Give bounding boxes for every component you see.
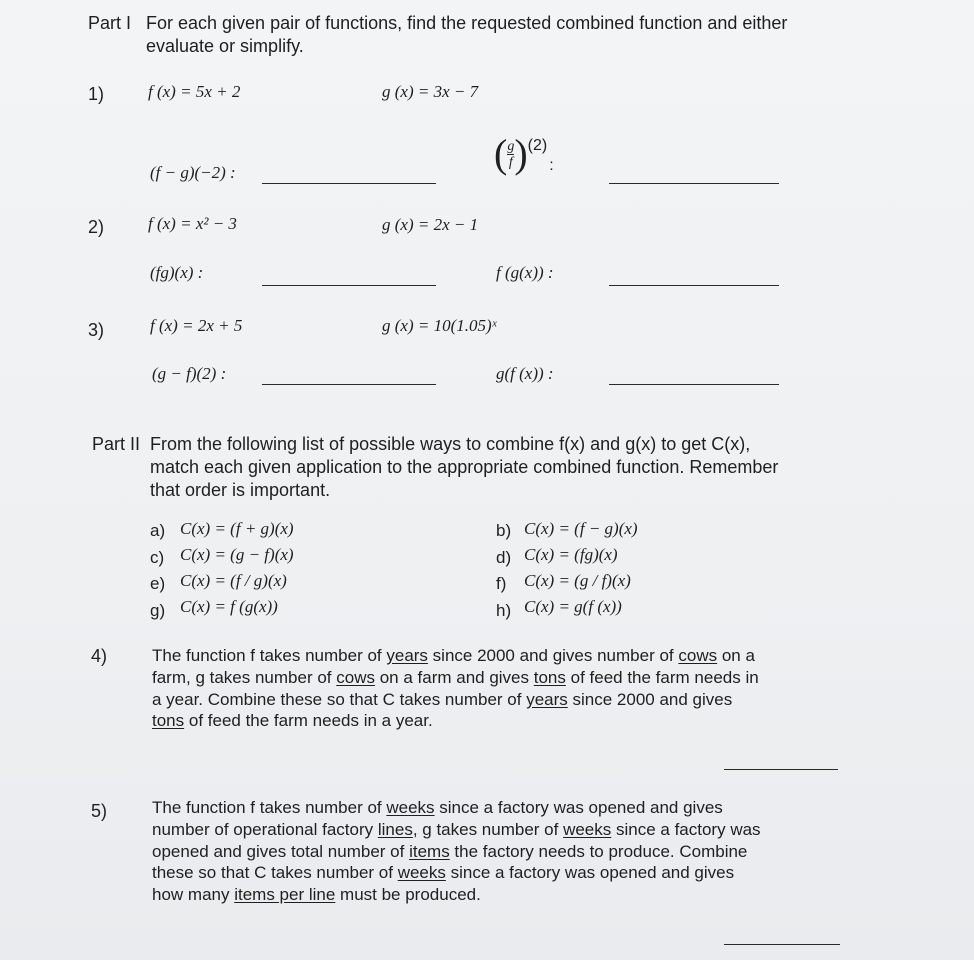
p5-answer-blank[interactable] [724,944,840,945]
option-f-expr: C(x) = (g / f)(x) [524,571,631,590]
p4-line-2: farm, g takes number of cows on a farm and gives tons of feed the farm needs in [152,667,759,687]
p1-question-2 [494,131,554,176]
p2-answer-blank-2[interactable] [609,285,779,286]
problem-number-3: 3) [88,320,105,340]
problem-number-1: 1) [88,84,105,104]
option-d-letter: d) [496,548,512,567]
option-b-letter: b) [496,521,512,540]
option-a-expr: C(x) = (f + g)(x) [180,519,294,538]
p4-line-4: tons of feed the farm needs in a year. [152,711,433,731]
p4-answer-blank[interactable] [724,769,838,770]
frac-denominator: f [508,154,513,170]
p1-g-definition: g (x) = 3x − 7 [382,82,479,101]
part1-instruction-line2: evaluate or simplify. [146,36,304,56]
problem-4-text [152,645,852,732]
underlined-years: years [526,689,568,709]
p2-question-2: f (g(x)) : [496,263,554,282]
frac-numerator: g [507,138,515,154]
option-a-letter: a) [150,521,166,540]
part2-header [92,433,852,502]
p4-line-3: a year. Combine these so that C takes number of years since 2000 and gives [152,689,733,709]
p5-line-2: number of operational factory lines, g takes number of weeks since a factory was [152,819,761,839]
underlined-lines: lines [377,819,413,839]
p3-answer-blank-2[interactable] [609,384,779,385]
underlined-items-per-line: items per line [234,885,336,905]
p3-question-2: g(f (x)) : [496,364,554,383]
p2-question-1: (fg)(x) : [150,263,204,282]
underlined-cows: cows [336,667,375,687]
underlined-years: years [386,646,428,665]
p2-answer-blank-1[interactable] [262,285,436,286]
options-list [150,519,710,623]
right-paren: ) [514,131,528,176]
underlined-weeks: weeks [386,798,435,817]
option-d-expr: C(x) = (fg)(x) [524,545,618,564]
underlined-weeks: weeks [397,863,446,883]
underlined-tons: tons [152,711,185,731]
p5-line-5: how many items per line must be produced. [152,885,481,905]
p2-g-definition: g (x) = 2x − 1 [382,215,479,234]
part1-header [88,12,848,58]
p1-q2-colon: : [549,157,554,175]
option-c-letter: c) [150,548,165,567]
option-g-expr: C(x) = f (g(x)) [180,597,278,616]
option-h-expr: C(x) = g(f (x)) [524,597,622,616]
p3-g-definition: g (x) = 10(1.05)ˣ [382,316,497,335]
p5-line-3: opened and gives total number of items the factory needs to produce. Combine [152,841,748,861]
p1-answer-blank-2[interactable] [609,183,779,184]
p5-line-4: these so that C takes number of weeks since a factory was opened and gives [152,863,735,883]
option-g-letter: g) [150,601,166,620]
underlined-cows: cows [678,646,718,665]
p1-question-1: (f − g)(−2) : [150,163,236,182]
problem-5-text [152,797,852,906]
option-f-letter: f) [496,574,507,593]
underlined-items: items [409,841,450,861]
p1-f-definition: f (x) = 5x + 2 [148,82,241,101]
p1-answer-blank-1[interactable] [262,183,436,184]
part2-label: Part II [92,434,141,454]
p3-f-definition: f (x) = 2x + 5 [150,316,243,335]
part2-instruction-line3: that order is important. [150,480,331,500]
part1-label: Part I [88,13,132,33]
problem-number-5: 5) [91,801,108,821]
option-b-expr: C(x) = (f − g)(x) [524,519,638,538]
option-e-letter: e) [150,574,166,593]
underlined-weeks: weeks [563,819,612,839]
option-c-expr: C(x) = (g − f)(x) [180,545,294,564]
p3-question-1: (g − f)(2) : [152,364,227,383]
p4-line-1: The function f takes number of years since 2000 and gives number of cows on a [152,646,755,665]
p3-answer-blank-1[interactable] [262,384,436,385]
option-h-letter: h) [496,601,512,620]
underlined-tons: tons [533,667,566,687]
p1-q2-argument: (2) [527,137,548,155]
p5-line-1: The function f takes number of weeks since a factory was opened and gives [152,798,723,817]
part1-instruction-line1: For each given pair of functions, find the requested combined function and either [146,13,788,33]
p2-f-definition: f (x) = x² − 3 [148,214,237,233]
problem-number-4: 4) [91,646,108,666]
left-paren: ( [494,131,508,176]
option-e-expr: C(x) = (f / g)(x) [180,571,287,590]
problem-number-2: 2) [88,217,105,237]
part2-instruction-line1: From the following list of possible ways to combine f(x) and g(x) to get C(x), [150,434,751,454]
part2-instruction-line2: match each given application to the appropriate combined function. Remember [150,457,779,477]
